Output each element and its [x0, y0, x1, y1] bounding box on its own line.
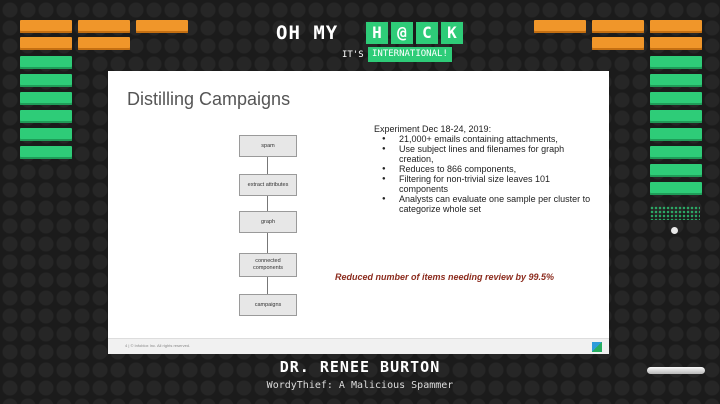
infoblox-logo-icon [592, 342, 602, 352]
brick [650, 74, 702, 87]
presentation-slide [108, 71, 609, 354]
brick [78, 37, 130, 50]
flow-step-extract-attributes: extract attributes [239, 174, 297, 196]
logo-letter: C [416, 22, 438, 44]
logo-international: INTERNATIONAL! [368, 47, 452, 62]
bullet-item: ● Reduces to 866 components, [374, 164, 594, 174]
brick [650, 92, 702, 105]
brick [650, 110, 702, 123]
brick [592, 20, 644, 33]
logo-its: IT'S [342, 50, 364, 60]
experiment-heading: Experiment Dec 18-24, 2019: [374, 124, 492, 134]
brick [650, 37, 702, 50]
brick [650, 146, 702, 159]
brick [592, 37, 644, 50]
flow-arrow [267, 196, 268, 211]
brick [534, 20, 586, 33]
bullet-item: ● Filtering for non-trivial size leaves 101 components [374, 174, 594, 194]
slide-title: Distilling Campaigns [127, 89, 291, 109]
speaker-name: DR. RENEE BURTON [279, 358, 441, 376]
bullet-item: ● Use subject lines and filenames for graph creation, [374, 144, 594, 164]
brick-particles [650, 206, 700, 220]
logo-letter: K [441, 22, 463, 44]
logo-hack-letters [366, 22, 463, 44]
flow-arrow [267, 157, 268, 174]
ball-icon [671, 227, 678, 234]
bullet-item: ● 21,000+ emails containing attachments, [374, 134, 594, 144]
reduced-review-statement: Reduced number of items needing review by 99.5% [335, 272, 555, 282]
brick [78, 20, 130, 33]
flow-step-graph: graph [239, 211, 297, 233]
logo-oh-my: OH MY [276, 22, 339, 44]
flow-arrow [267, 233, 268, 253]
brick [650, 164, 702, 177]
flow-step-spam: spam [239, 135, 297, 157]
brick [20, 20, 72, 33]
flow-step-campaigns: campaigns [239, 294, 297, 316]
brick [650, 20, 702, 33]
experiment-bullets [374, 134, 594, 214]
brick [136, 20, 188, 33]
oh-my-hack-logo [262, 20, 458, 64]
brick [650, 128, 702, 141]
logo-letter: @ [391, 22, 413, 44]
talk-title: WordyThief: A Malicious Spammer [266, 380, 454, 391]
slide-footer [108, 338, 609, 354]
footer-copyright: 4 | © Infoblox Inc. All rights reserved. [125, 343, 191, 348]
brick [20, 74, 72, 87]
brick [20, 56, 72, 69]
brick [20, 128, 72, 141]
brick [650, 182, 702, 195]
brick [20, 37, 72, 50]
bullet-item: ● Analysts can evaluate one sample per cluster to categorize whole set [374, 194, 594, 214]
logo-letter: H [366, 22, 388, 44]
brick [650, 56, 702, 69]
brick [20, 146, 72, 159]
flow-step-connected-components: connected components [239, 253, 297, 277]
brick [20, 110, 72, 123]
flow-arrow [267, 277, 268, 294]
experiment-notes [374, 124, 594, 214]
brick [20, 92, 72, 105]
